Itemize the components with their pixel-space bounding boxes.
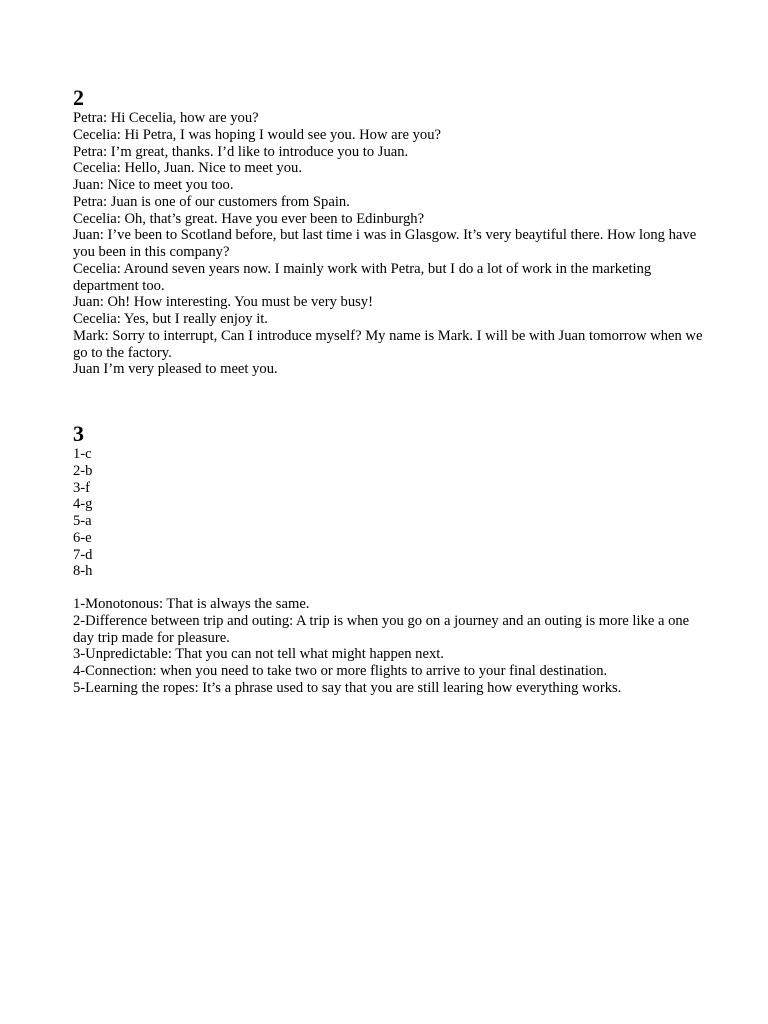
dialogue-line: Mark: Sorry to interrupt, Can I introduce myself? My name is Mark. I will be with Juan tomorrow when we go to the factory. <box>73 327 703 361</box>
dialogue-line: Cecelia: Oh, that’s great. Have you ever been to Edinburgh? <box>73 210 425 227</box>
dialogue-line: Cecelia: Yes, but I really enjoy it. <box>73 311 268 327</box>
paragraph-spacer <box>73 580 703 596</box>
answer-item: 1-c <box>73 446 92 462</box>
section-2 <box>73 86 703 378</box>
answer-item: 7-d <box>73 546 93 563</box>
answer-item: 8-h <box>73 563 93 580</box>
dialogue-line: Petra: I’m great, thanks. I’d like to introduce you to Juan. <box>73 143 409 160</box>
dialogue-line: Juan: Oh! How interesting. You must be very busy! <box>73 294 373 311</box>
definition-item: 5-Learning the ropes: It’s a phrase used to say that you are still learing how everything works. <box>73 679 622 696</box>
answer-item: 2-b <box>73 462 93 479</box>
section-spacer <box>73 378 703 422</box>
answer-item: 5-a <box>73 513 92 529</box>
section-heading: 2 <box>73 85 84 110</box>
answer-item: 6-e <box>73 529 92 546</box>
section-3 <box>73 422 703 697</box>
answer-item: 3-f <box>73 479 91 496</box>
definition-item: 3-Unpredictable: That you can not tell what might happen next. <box>73 646 444 663</box>
document-page <box>73 86 703 697</box>
dialogue-line: Cecelia: Around seven years now. I mainly work with Petra, but I do a lot of work in the marketing department too. <box>73 260 652 294</box>
dialogue-line: Juan I’m very pleased to meet you. <box>73 361 278 378</box>
dialogue-line: Petra: Juan is one of our customers from Spain. <box>73 193 350 210</box>
definition-item: 1-Monotonous: That is always the same. <box>73 596 310 612</box>
definition-item: 4-Connection: when you need to take two or more flights to arrive to your final destination. <box>73 663 608 679</box>
section-heading: 3 <box>73 421 84 446</box>
definition-item: 2-Difference between trip and outing: A trip is when you go on a journey and an outing is more like a one day trip made for pleasure. <box>73 612 690 646</box>
dialogue-line: Petra: Hi Cecelia, how are you? <box>73 110 259 126</box>
dialogue-line: Juan: Nice to meet you too. <box>73 177 234 193</box>
dialogue-line: Juan: I’ve been to Scotland before, but last time i was in Glasgow. It’s very beaytiful there. How long have you been in this company? <box>73 227 697 260</box>
dialogue-line: Cecelia: Hello, Juan. Nice to meet you. <box>73 160 302 177</box>
dialogue-line: Cecelia: Hi Petra, I was hoping I would see you. How are you? <box>73 126 441 143</box>
answer-item: 4-g <box>73 496 93 513</box>
